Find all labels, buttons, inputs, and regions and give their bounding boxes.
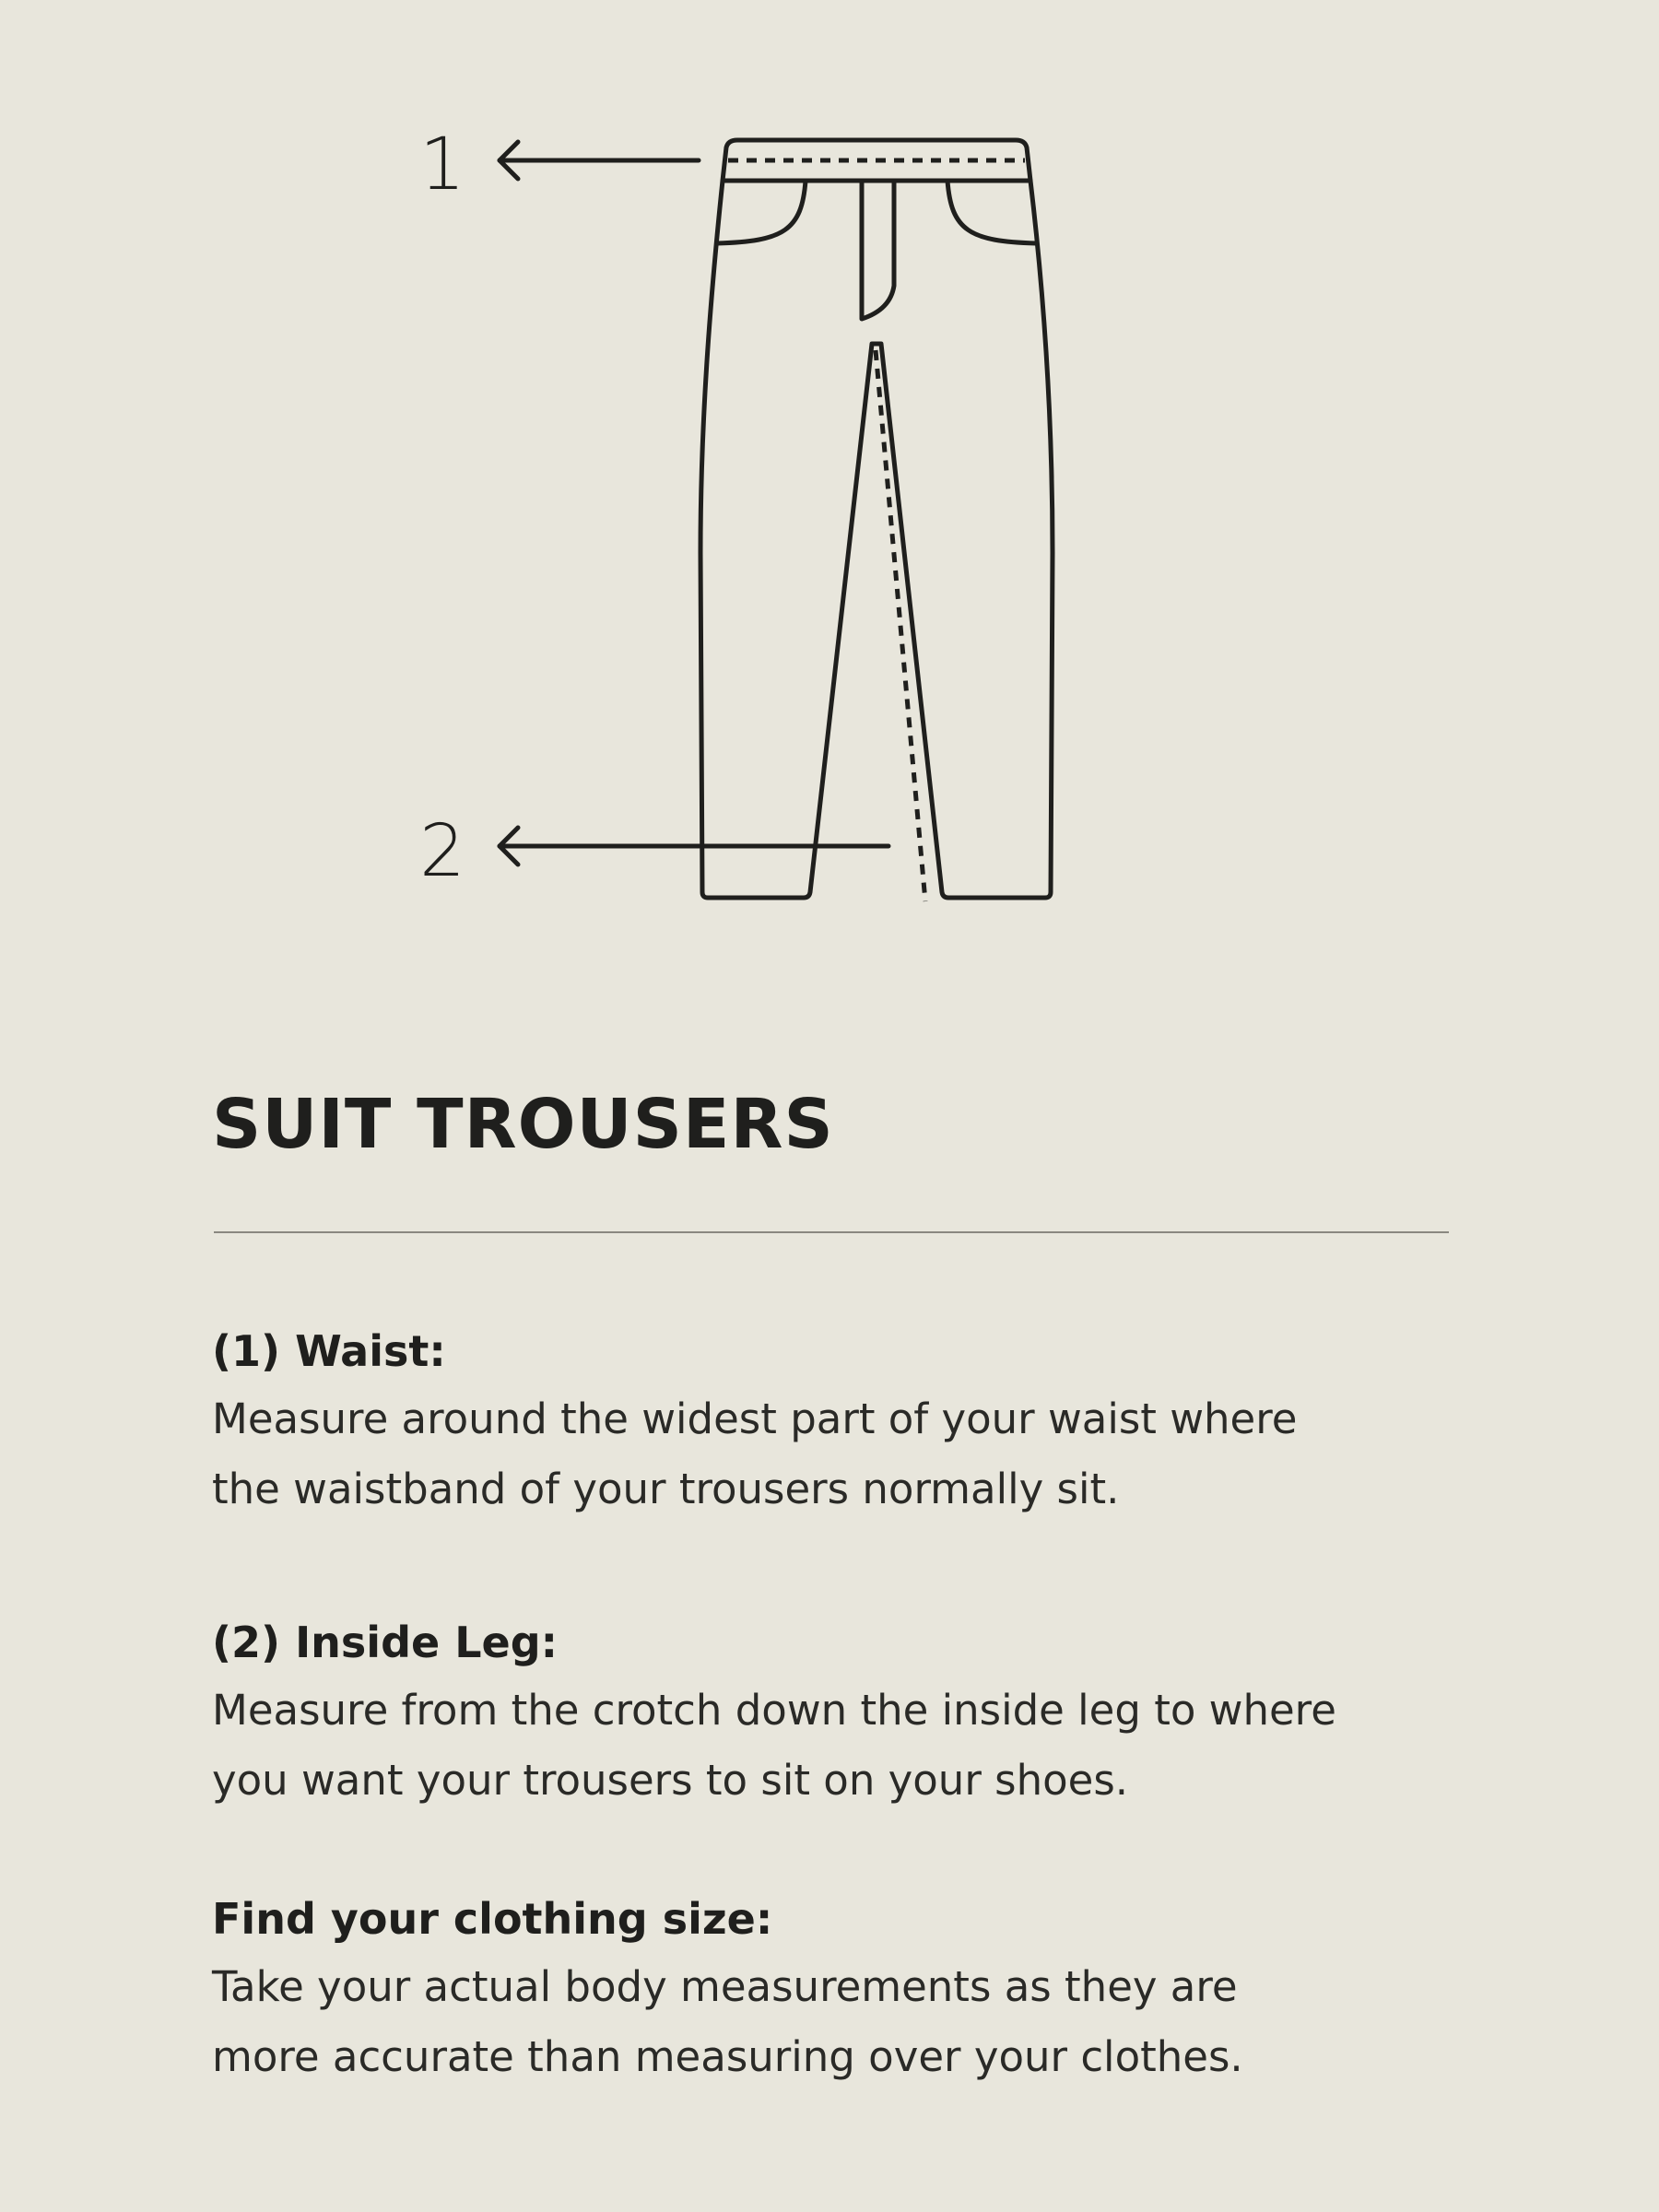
section-find-size [212, 1886, 1502, 2092]
measurement-diagram [0, 0, 1659, 959]
section-body: Take your actual body measurements as they are more accurate than measuring over your clothes. [212, 1962, 1243, 2081]
divider [214, 1231, 1449, 1233]
arrow-left-icon [500, 142, 699, 179]
trousers-icon [700, 140, 1053, 901]
inside-leg-measure-line [876, 350, 925, 901]
section-inside-leg [212, 1609, 1502, 1816]
section-waist [212, 1318, 1502, 1524]
pocket-right [947, 181, 1036, 243]
pocket-left [717, 181, 806, 243]
fly [862, 181, 894, 319]
trousers-outline [700, 181, 1053, 898]
arrow-left-icon [500, 828, 888, 865]
section-heading: Find your clothing size: [212, 1894, 773, 1944]
callout-waist [419, 124, 699, 206]
section-body: Measure from the crotch down the inside leg to where you want your trousers to sit on your shoes. [212, 1686, 1336, 1805]
page-title: SUIT TROUSERS [212, 1085, 834, 1164]
callout-number-1: 1 [419, 124, 465, 206]
section-heading: (1) Waist: [212, 1326, 446, 1376]
section-body: Measure around the widest part of your waist where the waistband of your trousers normally sit. [212, 1394, 1298, 1513]
section-heading: (2) Inside Leg: [212, 1618, 559, 1667]
callout-number-2: 2 [419, 810, 465, 893]
